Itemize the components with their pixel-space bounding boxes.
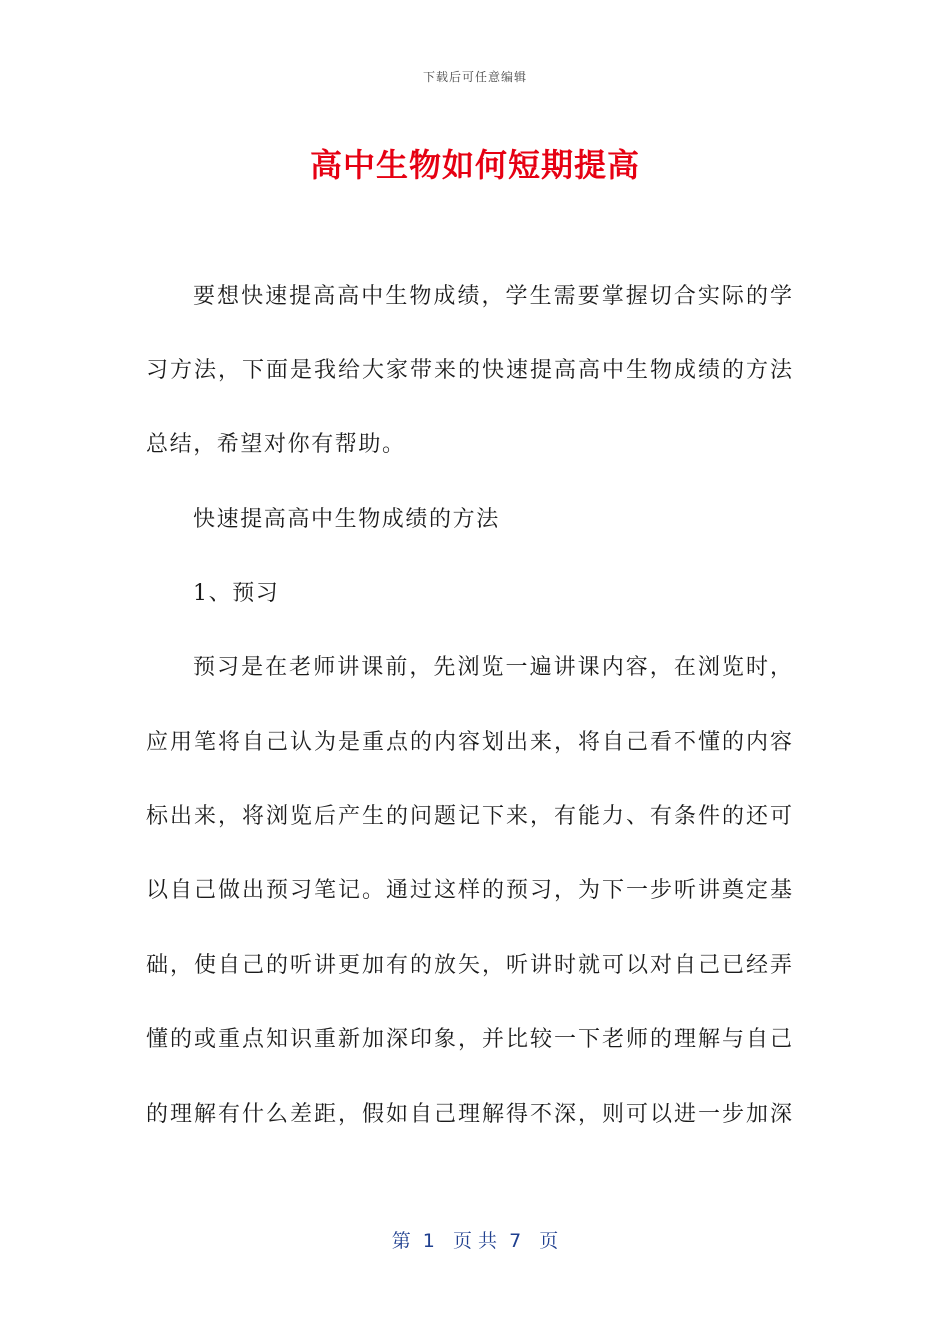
paragraph-line: 预习是在老师讲课前，先浏览一遍讲课内容，在浏览时， bbox=[193, 655, 792, 680]
page-header-note: 下载后可任意编辑 bbox=[422, 70, 527, 84]
paragraph-line: 标出来，将浏览后产生的问题记下来，有能力、有条件的还可 bbox=[146, 804, 792, 829]
paragraph-line: 总结，希望对你有帮助。 bbox=[146, 432, 406, 457]
section-heading: 快速提高高中生物成绩的方法 bbox=[193, 507, 500, 532]
paragraph-line: 以自己做出预习笔记。通过这样的预习，为下一步听讲奠定基 bbox=[146, 878, 792, 903]
subsection-heading: 1、预习 bbox=[193, 581, 280, 606]
paragraph-line: 习方法，下面是我给大家带来的快速提高高中生物成绩的方法 bbox=[146, 358, 792, 383]
document-title: 高中生物如何短期提高 bbox=[309, 146, 640, 184]
paragraph-line: 础，使自己的听讲更加有的放矢，听讲时就可以对自己已经弄 bbox=[146, 953, 792, 978]
paragraph-line: 应用笔将自己认为是重点的内容划出来，将自己看不懂的内容 bbox=[146, 730, 792, 755]
paragraph-line: 懂的或重点知识重新加深印象，并比较一下老师的理解与自己 bbox=[146, 1027, 792, 1052]
page-number-footer: 第 1 页 共 7 页 bbox=[391, 1230, 559, 1252]
paragraph-line: 的理解有什么差距，假如自己理解得不深，则可以进一步加深 bbox=[146, 1102, 792, 1127]
paragraph-line: 要想快速提高高中生物成绩，学生需要掌握切合实际的学 bbox=[193, 284, 792, 309]
